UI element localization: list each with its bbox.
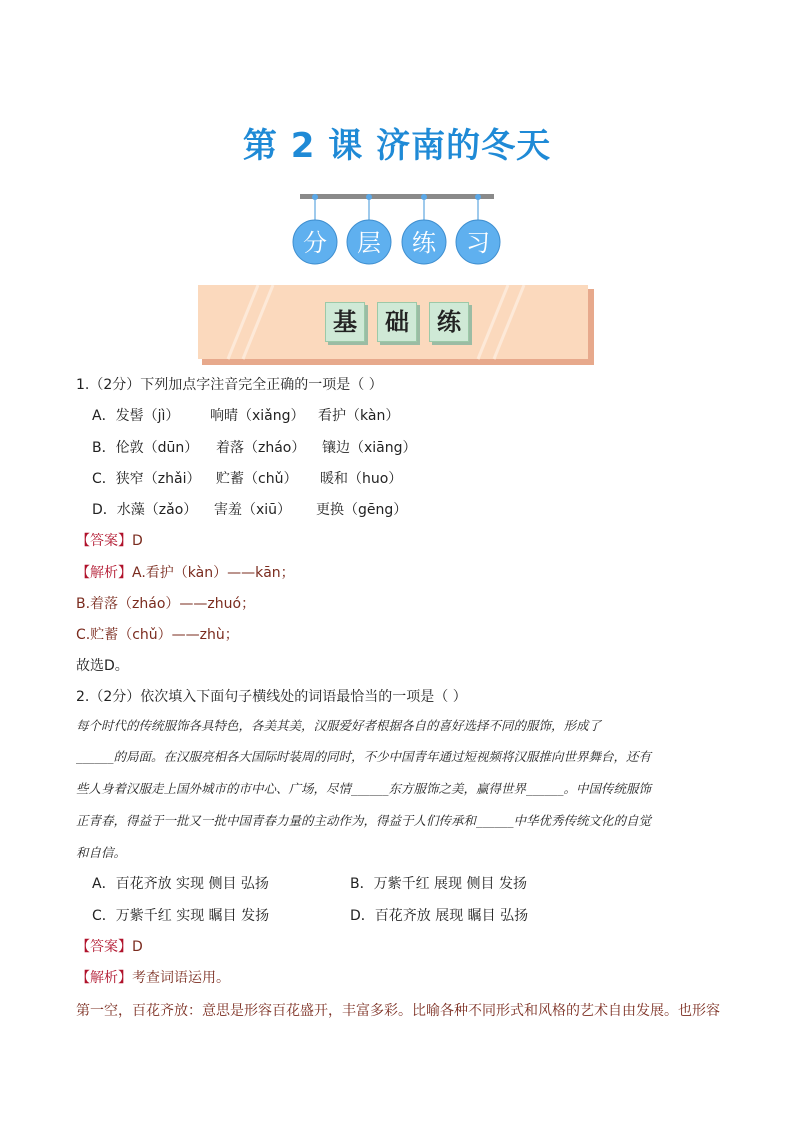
q2-answer: 【答案】D: [76, 939, 143, 955]
q1-option-b: B．伦敦（dūn） 着落（zháo） 镶边（xiāng）: [92, 440, 417, 456]
q1-option-a: A．发髻（jì） 响晴（xiǎng） 看护（kàn）: [92, 408, 400, 424]
q1-conclusion: 故选D。: [76, 658, 129, 674]
passage-line: 些人身着汉服走上国外城市的市中心、广场，尽情______东方服饰之美，赢得世界______。中国传统服饰: [76, 781, 652, 796]
banner-char: 分: [303, 229, 327, 257]
q2-option-d: D．百花齐放 展现 瞩目 弘扬: [350, 908, 529, 924]
banner-char: 习: [466, 229, 490, 257]
banner-char: 层: [357, 229, 381, 257]
section-char: 练: [429, 302, 469, 342]
banner-graphic: [0, 190, 794, 270]
passage-line: 正青春，得益于一批又一批中国青春力量的主动作为，得益于人们传承和______中华优秀传统文化的自觉: [76, 813, 652, 828]
q1-analysis-line: C.贮蓄（chǔ）——zhù；: [76, 627, 239, 643]
question-2-stem: 2.（2分）依次填入下面句子横线处的词语最恰当的一项是（ ）: [76, 689, 467, 705]
q1-option-d: D．水藻（zǎo） 害羞（xiū） 更换（gēng）: [92, 502, 408, 518]
question-1-stem: 1.（2分）下列加点字注音完全正确的一项是（ ）: [76, 377, 383, 393]
passage-line: 和自信。: [76, 845, 127, 860]
q1-analysis: 【解析】A.看护（kàn）——kān；: [76, 565, 295, 581]
q2-option-a: A．百花齐放 实现 侧目 弘扬: [92, 876, 269, 892]
q2-explanation: 第一空，百花齐放：意思是形容百花盛开，丰富多彩。比喻各种不同形式和风格的艺术自由发展。也形容: [76, 1003, 720, 1019]
q1-analysis-line: B.着落（zháo）——zhuó；: [76, 596, 256, 612]
passage-line: ______的局面。在汉服亮相各大国际时装周的同时，不少中国青年通过短视频将汉服推向世界舞台，还有: [76, 749, 652, 764]
q2-option-c: C．万紫千红 实现 瞩目 发扬: [92, 908, 270, 924]
q2-options-row-2: [92, 905, 528, 925]
banner-char: 练: [412, 229, 436, 257]
page-title: 第 2 课 济南的冬天: [242, 126, 552, 166]
section-char: 础: [377, 302, 417, 342]
q1-option-c: C．狭窄（zhǎi） 贮蓄（chǔ） 暖和（huo）: [92, 471, 403, 487]
passage-line: 每个时代的传统服饰各具特色，各美其美，汉服爱好者根据各自的喜好选择不同的服饰，形成了: [76, 718, 602, 733]
q2-analysis: 【解析】考查词语运用。: [76, 970, 230, 986]
q1-answer: 【答案】D: [76, 533, 143, 549]
section-title: [0, 302, 794, 342]
section-char: 基: [325, 302, 365, 342]
q2-option-b: B．万紫千红 展现 侧目 发扬: [350, 876, 527, 892]
q2-options-row-1: [92, 873, 527, 893]
